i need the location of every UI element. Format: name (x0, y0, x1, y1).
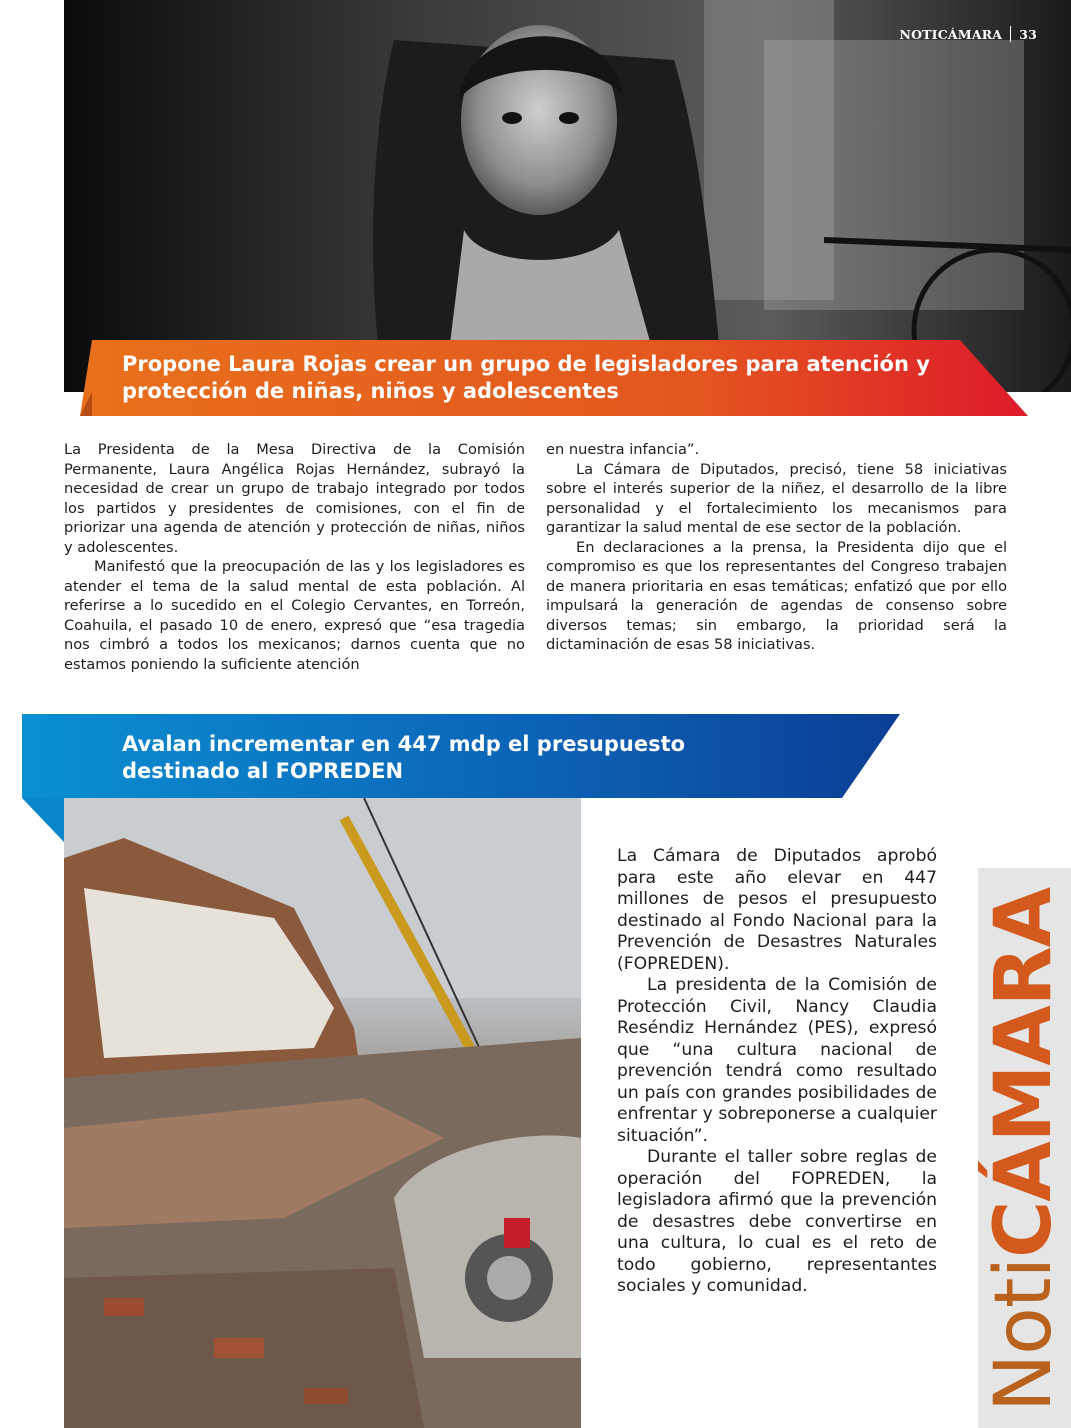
logo-wordmark (979, 887, 1069, 1413)
article-2-paragraph: La Cámara de Diputados aprobó para este año elevar en 447 millones de pesos el presupuesto destinado al Fondo Nacional para la Prevención de Desastres Naturales (FOPREDEN). (617, 846, 937, 974)
article-1-paragraph: La Cámara de Diputados, precisó, tiene 58 iniciativas sobre el interés superior de la niñez, el desarrollo de la libre personalidad y el fortalecimiento los mecanismos para garantizar la salud mental de ese sector de la población. (546, 460, 1007, 536)
header-divider (1010, 26, 1011, 42)
logo-part-noti: Noti (979, 1257, 1069, 1413)
running-header (899, 26, 1037, 42)
article-1-paragraph: Manifestó que la preocupación de las y los legisladores es atender el tema de la salud mental de esta población. Al referirse a lo sucedido en el Colegio Cervantes, en Torreón, Coahuila, el pasado 10 de enero, expresó que “esa tragedia nos cimbró a todos los mexicanos; darnos cuenta que no estamos poniendo la suficiente atención (64, 558, 525, 673)
article-1-paragraph: En declaraciones a la prensa, la Presidenta dijo que el compromiso es que los representantes del Congreso trabajen de manera prioritaria en esas temáticas; enfatizó que por ello impulsará la generación de agendas de consenso sobre diversos temas; sin embargo, la prioridad será la dictaminación de esas 58 iniciativas. (546, 538, 1007, 653)
article-1-title: Propone Laura Rojas crear un grupo de legisladores para atención y protección de niñas, niños y adolescentes (122, 352, 930, 403)
article-2-title: Avalan incrementar en 447 mdp el presupuesto destinado al FOPREDEN (122, 732, 686, 783)
article-2-paragraph: La presidenta de la Comisión de Protección Civil, Nancy Claudia Reséndiz Hernández (PES), expresó que “una cultura nacional de prevención tendrá como resultado un país con grandes posibilidades de enfrentar y sobreponerse a cualquier situación”. (617, 975, 937, 1146)
article-1-right-column (546, 440, 1007, 655)
article-2-paragraph: Durante el taller sobre reglas de operación del FOPREDEN, la legisladora afirmó que la prevención de desastres debe convertirse en una cultura, lo cual es el reto de todo gobierno, representantes sociales y comunidad. (617, 1147, 937, 1296)
article-1-left-column (64, 440, 525, 674)
article-2-body (617, 846, 937, 1298)
article-1-paragraph: La Presidenta de la Mesa Directiva de la Comisión Permanente, Laura Angélica Rojas Hernández, subrayó la necesidad de crear un grupo de trabajo integrado por todos los partidos y presidentes de comisiones, con el fin de priorizar una agenda de atención y protección de niñas, niños y adolescentes. (64, 441, 525, 556)
photo-girl (64, 0, 1071, 392)
article-1-paragraph: en nuestra infancia”. (546, 441, 700, 458)
publication-name: NOTICÁMARA (899, 26, 1003, 42)
logo-part-camara: CÁMARA (979, 887, 1069, 1258)
page-number: 33 (1019, 26, 1037, 42)
photo-earthquake-rubble (64, 798, 581, 1428)
noticamara-logo (978, 868, 1071, 1428)
